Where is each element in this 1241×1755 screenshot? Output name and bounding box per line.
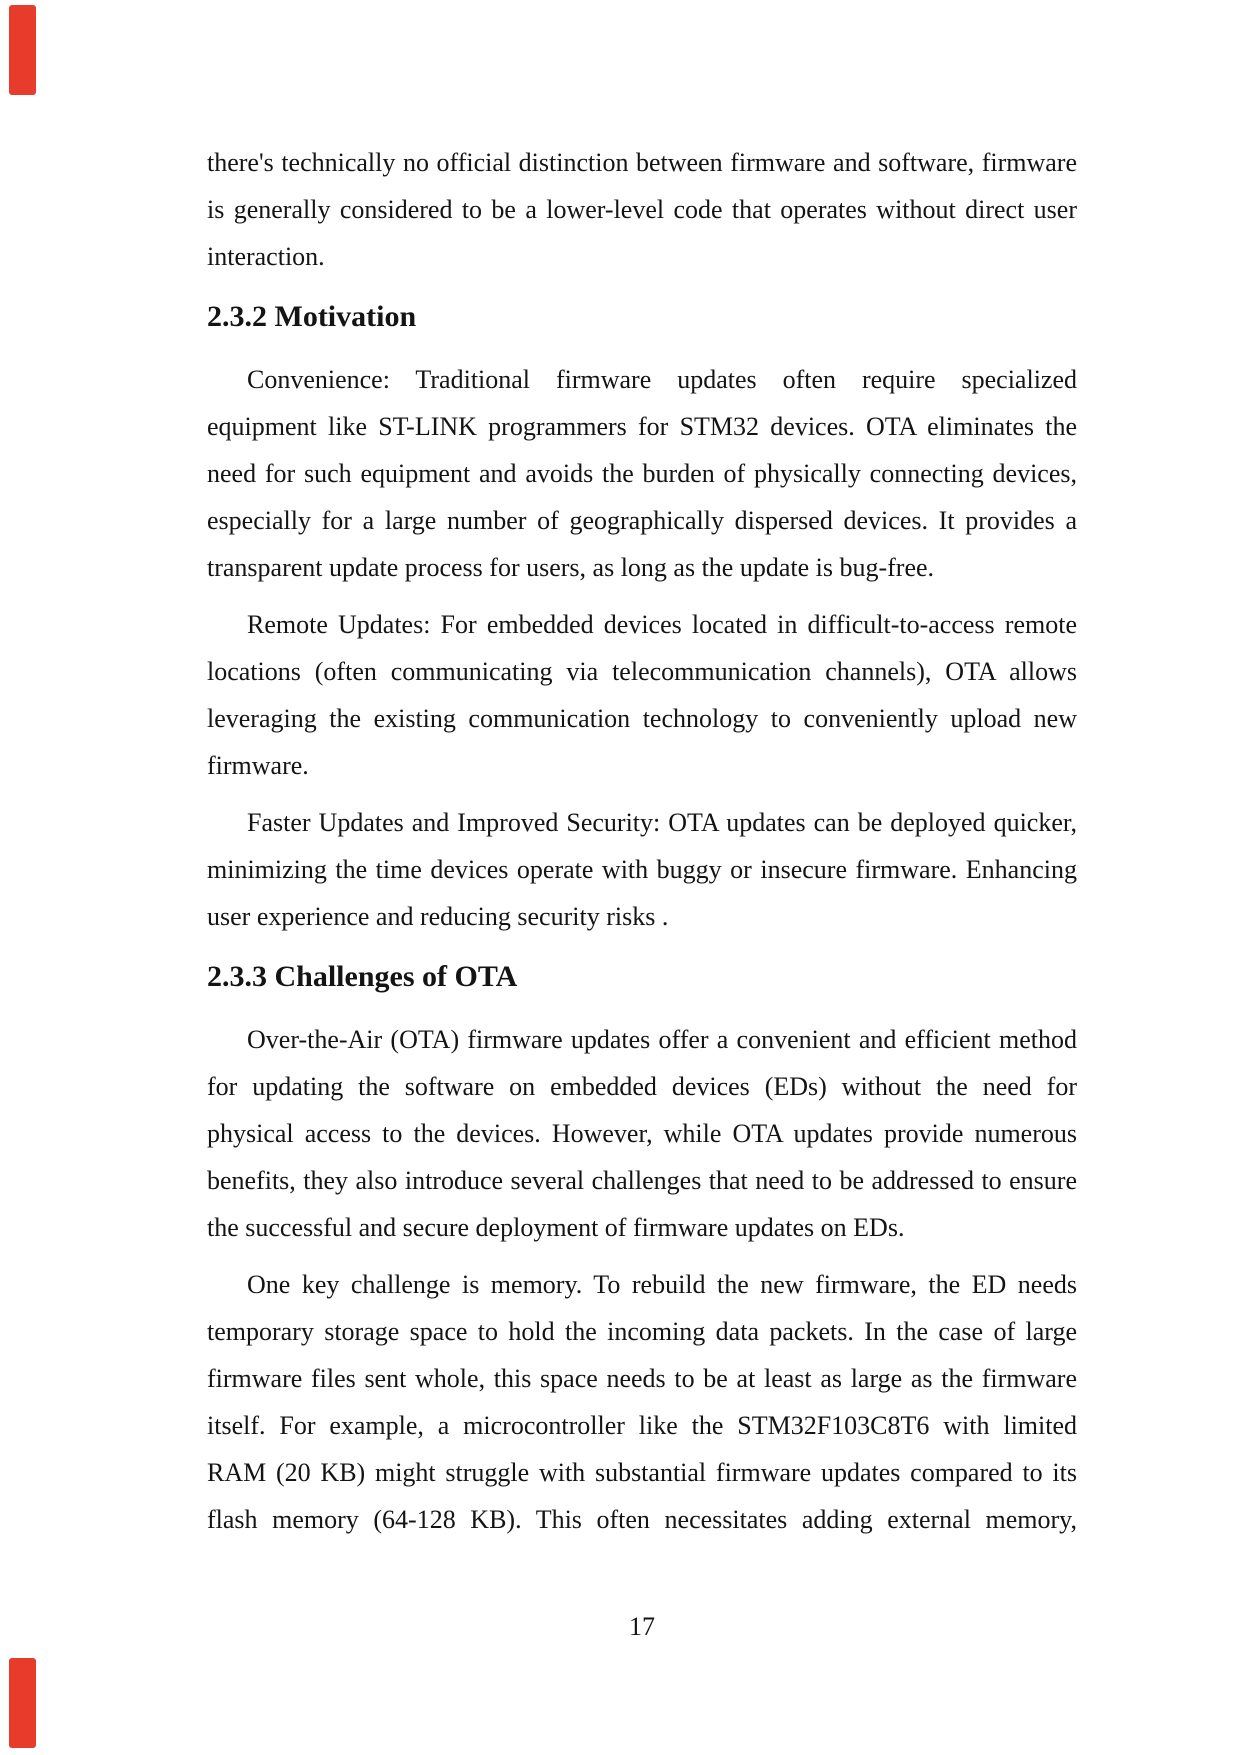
text-line: temporary storage space to hold the incoming data packets. In the case of large bbox=[207, 1317, 1077, 1346]
paragraph-memory-challenge bbox=[207, 1261, 1077, 1543]
section-heading-challenges: 2.3.3 Challenges of OTA bbox=[207, 960, 518, 993]
paragraph-ota-overview bbox=[207, 1016, 1077, 1251]
text-line: itself. For example, a microcontroller like the STM32F103C8T6 with limited bbox=[207, 1411, 1077, 1440]
text-line: need for such equipment and avoids the burden of physically connecting devices, bbox=[207, 459, 1077, 488]
text-line: interaction. bbox=[207, 242, 325, 271]
text-line: transparent update process for users, as long as the update is bug-free. bbox=[207, 553, 935, 582]
text-line: One key challenge is memory. To rebuild the new firmware, the ED needs bbox=[247, 1270, 1077, 1299]
text-line: Faster Updates and Improved Security: OTA updates can be deployed quicker, bbox=[247, 808, 1077, 837]
text-line: RAM (20 KB) might struggle with substantial firmware updates compared to its bbox=[207, 1458, 1077, 1487]
page-number: 17 bbox=[629, 1612, 655, 1641]
text-line: minimizing the time devices operate with buggy or insecure firmware. Enhancing bbox=[207, 855, 1077, 884]
text-line: Convenience: Traditional firmware updates often require specialized bbox=[247, 365, 1077, 394]
text-line: Over-the-Air (OTA) firmware updates offer a convenient and efficient method bbox=[247, 1025, 1077, 1054]
text-line: leveraging the existing communication technology to conveniently upload new bbox=[207, 704, 1077, 733]
text-line: is generally considered to be a lower-level code that operates without direct user bbox=[207, 195, 1077, 224]
text-line: benefits, they also introduce several challenges that need to be addressed to ensure bbox=[207, 1166, 1077, 1195]
text-line: physical access to the devices. However, while OTA updates provide numerous bbox=[207, 1119, 1077, 1148]
text-line: firmware files sent whole, this space needs to be at least as large as the firmware bbox=[207, 1364, 1077, 1393]
paragraph-convenience bbox=[207, 356, 1077, 591]
text-line: there's technically no official distinction between firmware and software, firmware bbox=[207, 148, 1077, 177]
text-line: firmware. bbox=[207, 751, 309, 780]
section-heading-motivation: 2.3.2 Motivation bbox=[207, 300, 417, 333]
text-line: Remote Updates: For embedded devices located in difficult-to-access remote bbox=[247, 610, 1077, 639]
scan-mark-bottom bbox=[9, 1658, 36, 1748]
text-line: equipment like ST-LINK programmers for STM32 devices. OTA eliminates the bbox=[207, 412, 1077, 441]
text-line: locations (often communicating via telecommunication channels), OTA allows bbox=[207, 657, 1077, 686]
paragraph-faster-updates bbox=[207, 799, 1077, 940]
text-line: especially for a large number of geographically dispersed devices. It provides a bbox=[207, 506, 1077, 535]
paragraph-firmware-definition bbox=[207, 139, 1077, 280]
text-line: flash memory (64-128 KB). This often necessitates adding external memory, bbox=[207, 1505, 1077, 1534]
text-line: for updating the software on embedded devices (EDs) without the need for bbox=[207, 1072, 1077, 1101]
paragraph-remote-updates bbox=[207, 601, 1077, 789]
text-line: the successful and secure deployment of firmware updates on EDs. bbox=[207, 1213, 905, 1242]
text-line: user experience and reducing security risks . bbox=[207, 902, 669, 931]
page-body bbox=[207, 139, 1077, 1553]
scan-mark-top bbox=[9, 5, 36, 95]
